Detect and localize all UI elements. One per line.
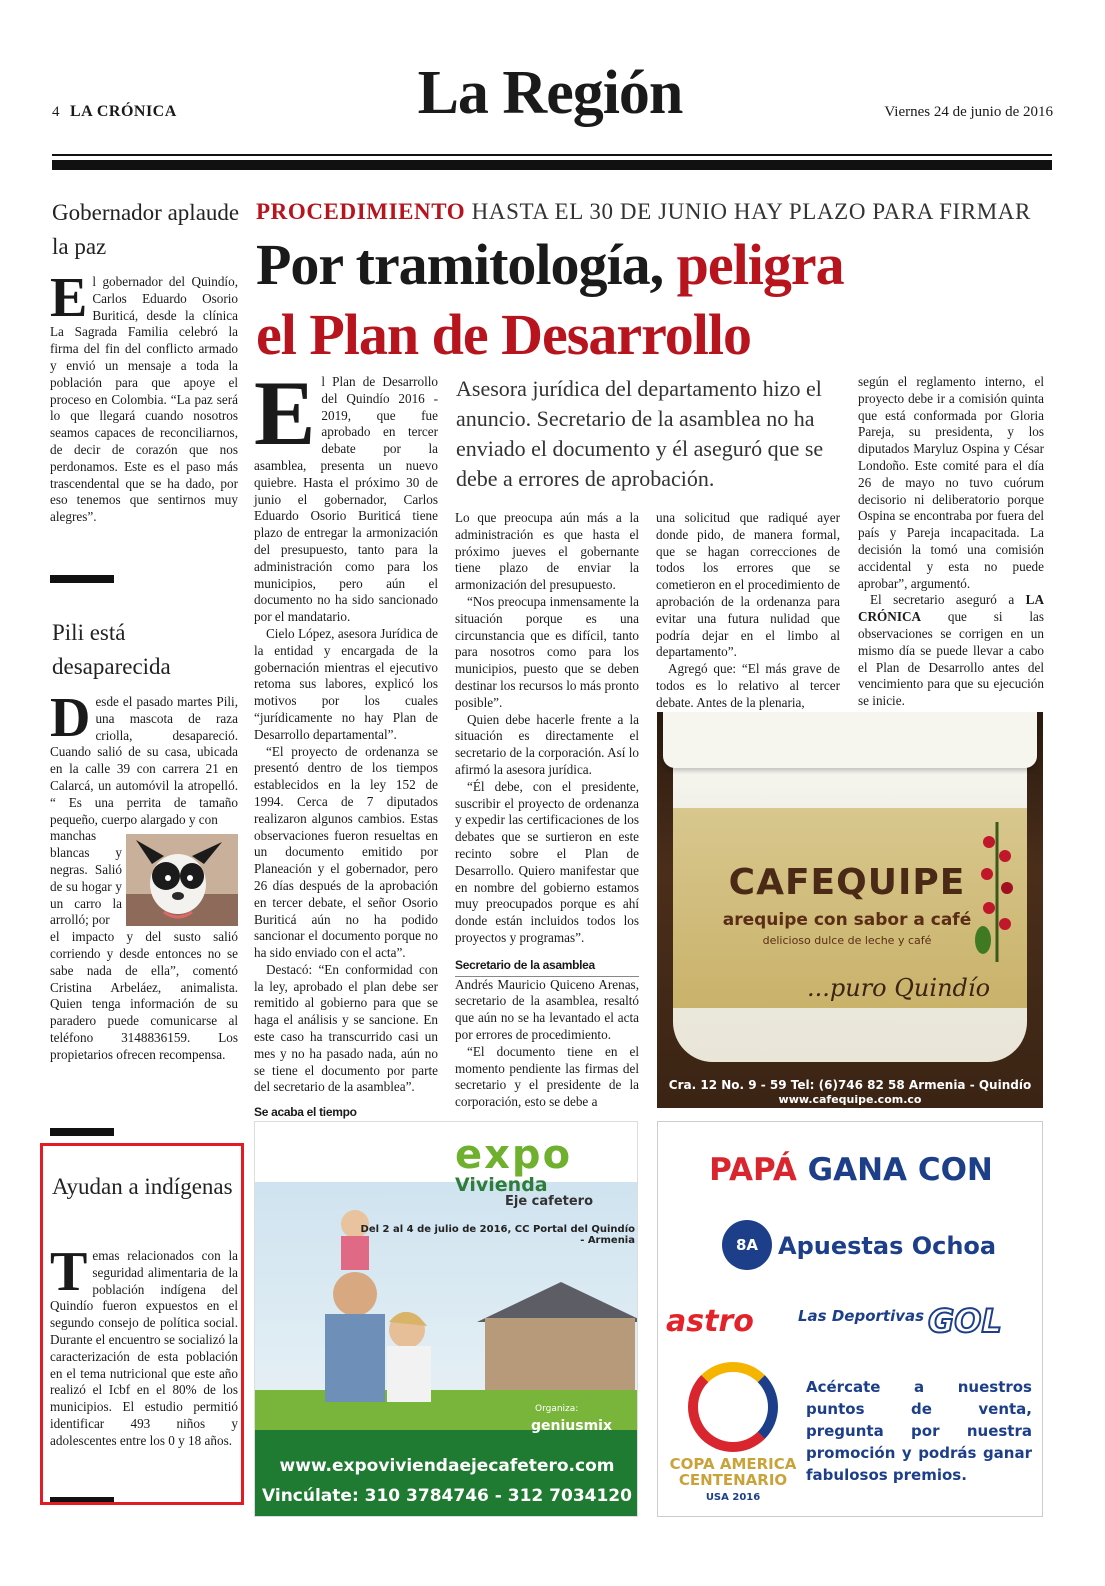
dropcap: E — [254, 362, 316, 464]
sidebar-divider — [50, 575, 114, 583]
expo-website[interactable]: www.expoviviendaejecafetero.com — [279, 1456, 615, 1476]
expo-organizer: geniusmix — [531, 1418, 612, 1434]
papa-title-part: GANA CON — [796, 1152, 993, 1188]
kicker-text: HASTA EL 30 DE JUNIO HAY PLAZO PARA FIRMAR — [465, 199, 1031, 224]
paragraph: según el reglamento interno, el proyecto debe ir a comisión quinta que está conformada por Gloria Pareja, su presidenta, y los diputados Maryluz Ospina y César Londoño. Este comité para el día 26 de mayo no tuvo cuórum decisorio ni deliberatorio porque Ospina se encontraba por fuera del país y Pareja incapacitada. La decisión la tomó una comisión accidental y esta no puede aprobar”, argumentó. — [858, 374, 1044, 591]
sidebar-headline-gobernador: Gobernador aplaude la paz — [52, 200, 240, 259]
page-number: 4 — [52, 104, 60, 120]
paragraph: “Él debe, con el presidente, suscribir el proyecto de ordenanza y expedir las certificaciones de los debates que se surtieron en este recinto sobre el Plan de Desarrollo. Quiero manifestar que en nombre del gobierno estamos muy preocupados porque es ahí donde están incluidos todos los proyectos y programas”. — [455, 778, 639, 945]
apuestas-logo: Apuestas Ochoa — [778, 1232, 997, 1260]
sidebar-body: l gobernador del Quindío, Carlos Eduardo Osorio Buriticá, desde la clínica La Sagrada Familia celebró la firma del fin del conflicto armado y envió un mensaje a toda la población para que apoye el proceso en Colombia. “La paz será lo que llegará cuando nosotros seamos capaces de reconciliarnos, de decir de corazón que nos perdonamos. Este es el paso más trascendental que se ha dado, por eso tenemos que sentirnos muy alegres”. — [50, 274, 238, 525]
sidebar-headline-indigenas: Ayudan a indígenas — [52, 1174, 233, 1199]
papa-title — [658, 1152, 1043, 1188]
paragraph: Cielo López, asesora Jurídica de la entidad y encargada de la gobernación mientras el ejecutivo retoma sus labores, explicó los motivos por los cuales “jurídicamente no hay Plan de Desarrollo departamental”. — [254, 625, 438, 742]
kicker — [256, 199, 1056, 225]
article-column-3 — [656, 510, 840, 712]
expo-date: Del 2 al 4 de julio de 2016, CC Portal del Quindío - Armenia — [360, 1224, 635, 1246]
ad-expo-vivienda[interactable] — [254, 1121, 638, 1517]
deportivas-logo: Las Deportivas — [798, 1307, 925, 1325]
apuestas-badge-icon: 8A — [722, 1220, 772, 1270]
sidebar-body: esde el pasado martes Pili, una mascota de raza criolla, desapareció. Cuando salió de su casa, ubicada en la calle 39 con carrera 21 en Calarcá, un automóvil la atropelló. “ Es una perrita de tamaño pequeño, cuerpo alargado y con — [50, 694, 238, 827]
copa-name: COPA AMERICA CENTENARIO — [669, 1455, 797, 1489]
text: El secretario aseguró a — [870, 592, 1026, 608]
sidebar-body-wrap: manchas blancas y negras. Salió de su hogar y un carro la arrolló; por — [50, 828, 122, 928]
subhead: Se acaba el tiempo — [254, 1104, 438, 1124]
papa-title-part: PAPÁ — [709, 1152, 797, 1188]
paragraph: Quien debe hacerle frente a la situación es directamente el secretario de la corporación. Así lo afirmó la asesora jurídica. — [455, 711, 639, 777]
megagol-logo: GOL — [928, 1302, 1002, 1340]
sidebar-body: emas relacionados con la seguridad alimentaria de la población indígena del Quindío fueron expuestos en el segundo consejo de política social. Durante el encuentro se socializó la caracterización de esta población en el tema nutricional que este año realizó el Icbf en el 80% de los municipios. El estudio permitió identificar 493 niños y adolescentes entre los 0 y 18 años. — [50, 1248, 238, 1448]
paragraph: “Nos preocupa inmensamente la situación porque es una circunstancia que es difícil, tanto para nosotros como para los municipios, puesto que se deben destinar los recursos lo más pronto posible”. — [455, 593, 639, 710]
paper-name: LA CRÓNICA — [70, 103, 177, 120]
sidebar-story-gobernador — [50, 267, 238, 526]
cafe-website[interactable]: www.cafequipe.com.co — [778, 1093, 922, 1106]
dog-photo — [126, 834, 238, 926]
copa-america-icon — [688, 1362, 778, 1452]
highlight-box — [40, 1143, 244, 1505]
paragraph: Lo que preocupa aún más a la administración es que hasta el próximo jueves el gobernante tiene plazo de enviar la armonización del presupuesto. — [455, 510, 639, 593]
house-image — [485, 1318, 635, 1400]
header-rule-thick — [52, 160, 1052, 170]
headline-part-red: peligra — [676, 232, 844, 297]
article-column-2 — [455, 510, 639, 1111]
kicker-label: PROCEDIMIENTO — [256, 199, 466, 224]
expo-logo: expo — [455, 1132, 573, 1178]
cafe-address: Cra. 12 No. 9 - 59 Tel: (6)746 82 58 Armenia - Quindío — [668, 1078, 1032, 1092]
publication-date: Viernes 24 de junio de 2016 — [884, 104, 1053, 120]
headline-part-red: el Plan de Desarrollo — [256, 302, 752, 367]
house-roof — [477, 1282, 638, 1322]
sidebar-story-pili — [50, 687, 238, 1064]
paragraph: Andrés Mauricio Quiceno Arenas, secretario de la asamblea, resaltó que aún no se ha levantado el acta por errores de procedimiento. — [455, 976, 639, 1042]
paragraph: una solicitud que radiqué ayer donde pido, de manera formal, que se hagan correcciones de todos los errores que se cometieron en el procedimiento de aprobación de la ordenanza para evitar una futura nulidad que podría dejar en el limbo al departamento”. — [656, 510, 840, 660]
expo-organizer-label: Organiza: — [535, 1404, 579, 1414]
paragraph — [858, 592, 1044, 710]
papa-promo-text: Acércate a nuestros puntos de venta, pregunta por nuestra promoción y podrás ganar fabulosos premios. — [806, 1378, 1032, 1484]
cafe-subline: delicioso dulce de leche y café — [762, 934, 932, 947]
subhead: Secretario de la asamblea — [455, 957, 639, 977]
deck: Asesora jurídica del departamento hizo el anuncio. Secretario de la asamblea no ha enviado el documento y él aseguró que se debe a errores de aprobación. — [456, 376, 824, 491]
main-headline — [256, 230, 1056, 370]
section-title: La Región — [417, 59, 683, 127]
cup-lid — [663, 712, 1037, 768]
expo-logo-eje: Eje cafetero — [505, 1194, 594, 1209]
paragraph: “El documento tiene en el momento pendiente las firmas del secretario y el presidente de la corporación, esto se debe a — [455, 1043, 639, 1110]
paragraph: Destacó: “En conformidad con la ley, aprobado el plan debe ser remitido al gobierno para que se haga el análisis y se sancione. En este caso ha transcurrido casi un mes y no ha pasado nada, aún no se tiene el documento por parte del secretario de la asamblea”. — [254, 961, 438, 1095]
sidebar-divider — [50, 1128, 114, 1136]
cafe-tagline: arequipe con sabor a café — [722, 910, 972, 930]
dropcap: D — [50, 687, 91, 749]
expo-logo-vivienda: Vivienda — [455, 1174, 548, 1196]
astro-logo: astro — [666, 1304, 754, 1339]
headline-part: Por tramitología, — [256, 232, 677, 297]
expo-phone: Vincúlate: 310 3784746 - 312 7034120 — [262, 1486, 632, 1506]
copa-year: USA 2016 — [705, 1492, 761, 1503]
text-bold: LA CRÓNICA — [858, 592, 1044, 625]
dropcap: E — [50, 267, 88, 329]
paragraph: Agregó que: “El más grave de todos es lo relativo al tercer debate. Antes de la plenaria, — [656, 661, 840, 710]
text: que si las observaciones se corrigen en un mismo día se puede llevar a cabo el Plan de Desarrollo antes del vencimiento para que su ejecución se inicie. — [858, 609, 1044, 709]
paragraph: l Plan de Desarrollo del Quindío 2016 - 2019, que fue aprobado en tercer debate por la asamblea, presenta un nuevo quiebre. Hasta el próximo 30 de junio el gobernador, Carlos Eduardo Osorio Buriticá tiene plazo de entregar la armonización del presupuesto, tanto para la administración como para los municipios, pero aún el documento no ha sido sancionado por el mandatario. — [254, 374, 438, 625]
cafe-puro: ...puro Quindío — [807, 974, 991, 1002]
dropcap: T — [50, 1241, 88, 1303]
sidebar-body: el impacto y del susto salió corriendo y desde entonces no se sabe nada de ella”, comentó Cristina Arbeláez, animalista. Quien tenga información de su paradero puede comunicarse al teléfono 3148836159. Los propietarios ofrecen recompensa. — [50, 929, 238, 1062]
sidebar-headline-pili: Pili está desaparecida — [52, 620, 171, 679]
paragraph: “El proyecto de ordenanza se presentó dentro de los tiempos establecidos en la ley 152 de 1994. Cerca de 7 diputados realizaron algunos cambios. Estas observaciones fueron resueltas en un documento emitido por Planeación y el gobernador, pero 26 días después de la aprobación en tercer debate, el señor Osorio Buriticá aún no ha podido sancionar el documento porque no ha sido enviado con el acta”. — [254, 743, 438, 961]
article-column-1 — [254, 362, 438, 1124]
article-column-4 — [858, 374, 1044, 710]
ad-papa-gana[interactable] — [657, 1121, 1043, 1517]
ad-cafequipe[interactable] — [657, 712, 1043, 1108]
cafe-brand: CAFEQUIPE — [728, 862, 966, 903]
header-rule-thin — [52, 154, 1052, 156]
